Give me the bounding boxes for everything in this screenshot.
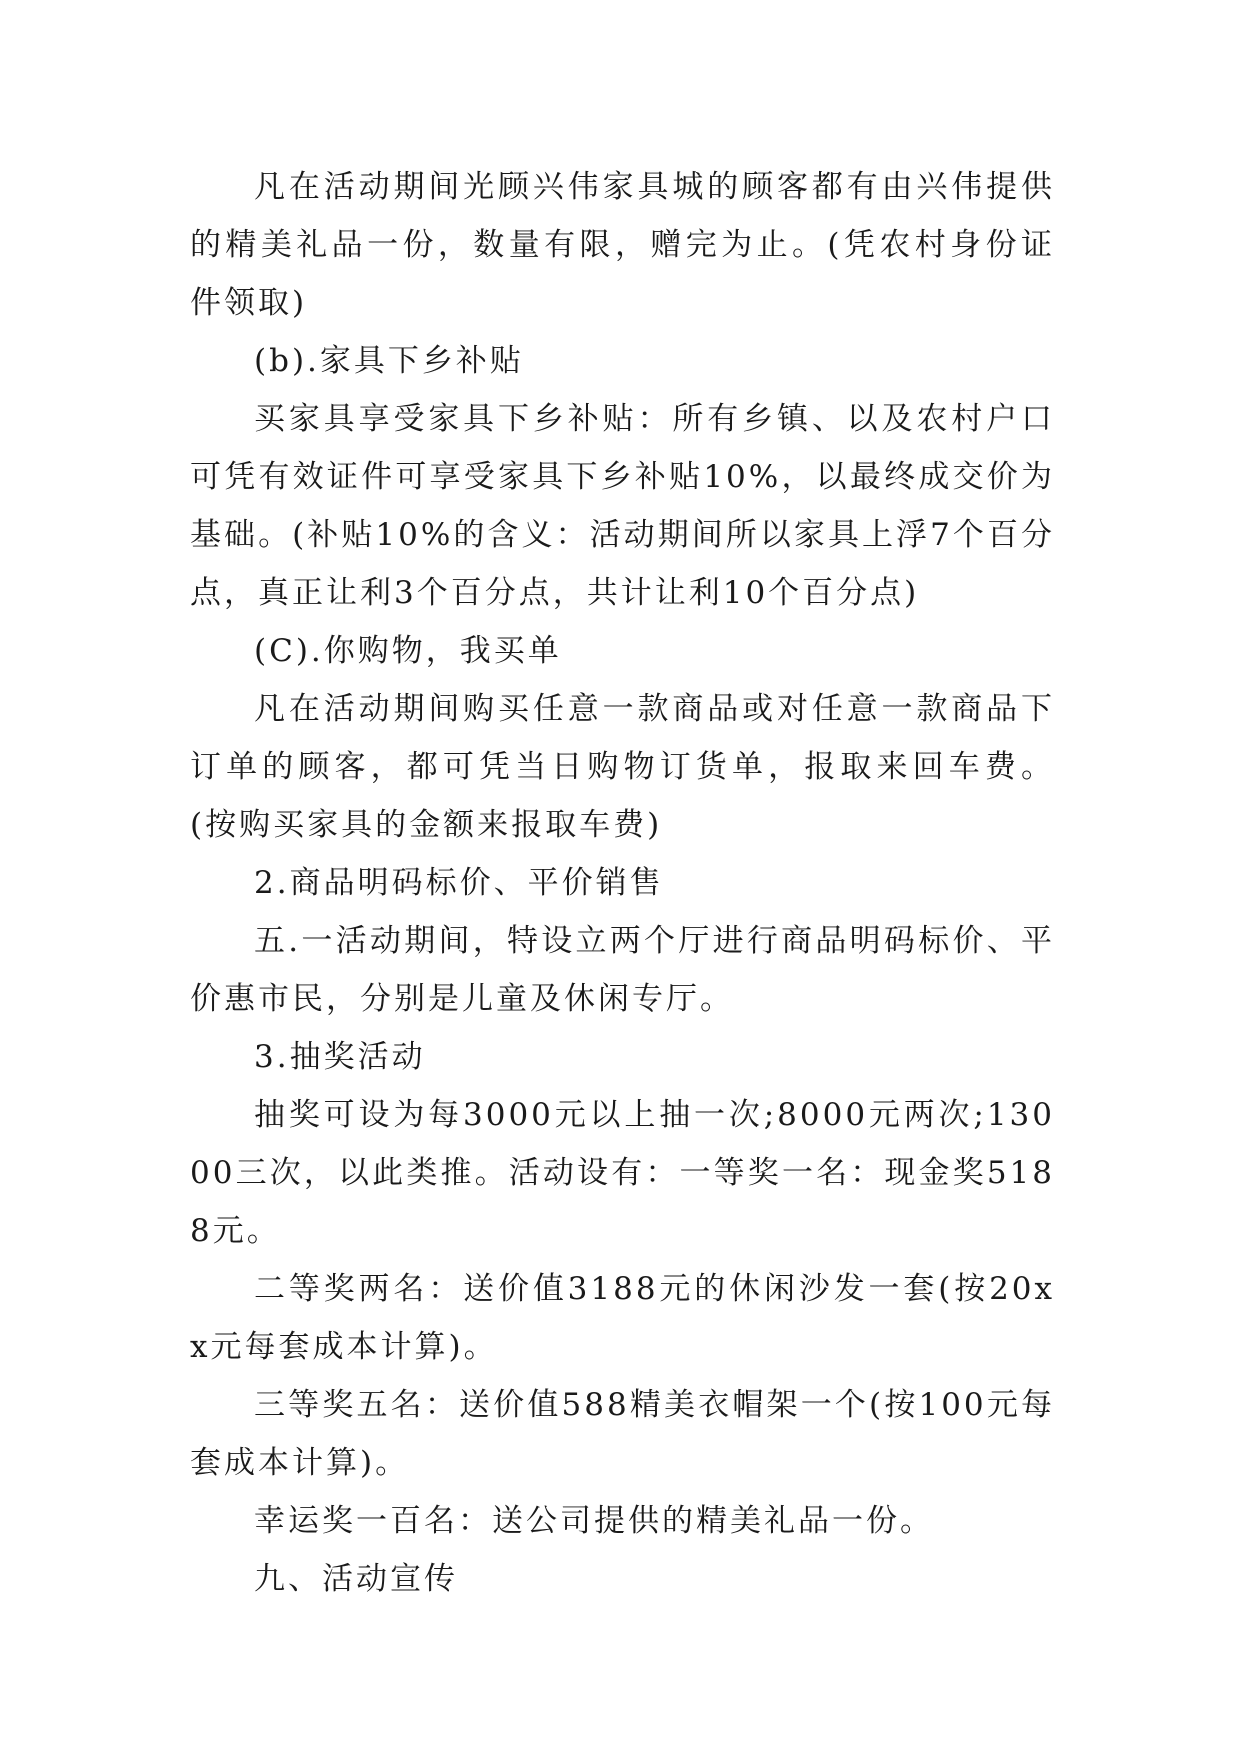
paragraph-lucky-prize: 幸运奖一百名：送公司提供的精美礼品一份。 — [254, 1503, 934, 1539]
heading-promotion: 九、活动宣传 — [254, 1561, 458, 1597]
paragraph-pricing-halls: 五.一活动期间，特设立两个厅进行商品明码标价、平价惠市民，分别是儿童及休闲专厅。 — [190, 923, 1055, 1017]
heading-furniture-subsidy: (b).家具下乡补贴 — [254, 343, 524, 379]
document-body — [190, 158, 1055, 1608]
paragraph-subsidy: 买家具享受家具下乡补贴：所有乡镇、以及农村户口可凭有效证件可享受家具下乡补贴10%，以最终成交价为基础。(补贴10%的含义：活动期间所以家具上浮7个百分点，真正让利3个百分点，共计让利10个百分点) — [190, 401, 1055, 611]
paragraph-lottery-rules: 抽奖可设为每3000元以上抽一次;8000元两次;13000三次，以此类推。活动设有：一等奖一名：现金奖5188元。 — [190, 1097, 1055, 1249]
heading-lottery: 3.抽奖活动 — [254, 1039, 426, 1075]
paragraph-gift: 凡在活动期间光顾兴伟家具城的顾客都有由兴伟提供的精美礼品一份，数量有限，赠完为止。(凭农村身份证件领取) — [190, 169, 1055, 321]
heading-you-shop-we-pay: (C).你购物，我买单 — [254, 633, 562, 669]
paragraph-travel-refund: 凡在活动期间购买任意一款商品或对任意一款商品下订单的顾客，都可凭当日购物订货单，报取来回车费。(按购买家具的金额来报取车费) — [190, 691, 1055, 843]
paragraph-third-prize: 三等奖五名：送价值588精美衣帽架一个(按100元每套成本计算)。 — [190, 1387, 1055, 1481]
paragraph-second-prize: 二等奖两名：送价值3188元的休闲沙发一套(按20xx元每套成本计算)。 — [190, 1271, 1055, 1365]
heading-clear-pricing: 2.商品明码标价、平价销售 — [254, 865, 664, 901]
